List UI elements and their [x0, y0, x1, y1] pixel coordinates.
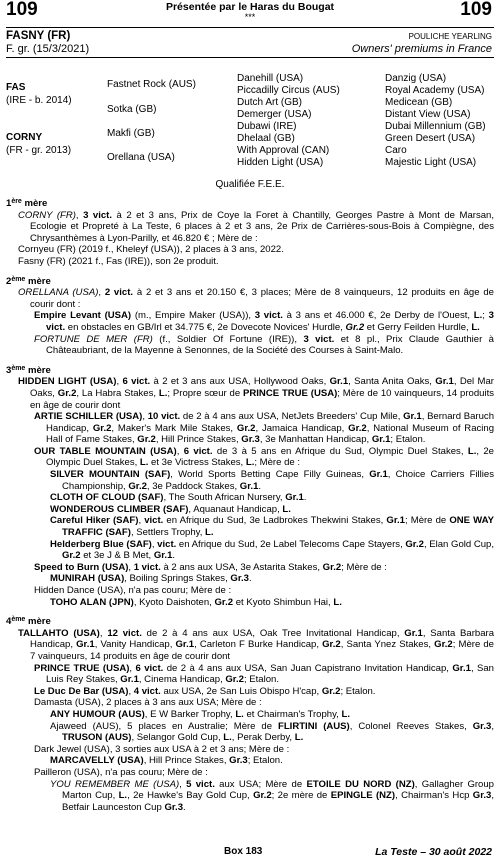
presenter-line: Présentée par le Haras du Bougat — [165, 1, 335, 13]
owners-premiums: Owners' premiums in France — [351, 43, 492, 55]
pedigree-gen4: Royal Academy (USA) — [385, 85, 485, 96]
produce-entry: PRINCE TRUE (USA), 6 vict. de 2 à 4 ans aux USA, San Juan Capistrano Invitation Handicap, Gr.1, San Luis Rey Stakes, Gr.1, Cinema Handicap, Gr.2; Etalon. — [34, 662, 494, 686]
first-dam-produce: Fasny (FR) (2021 f., Fas (IRE)), son 2e produit. — [18, 255, 219, 267]
pedigree-gen3: Danehill (USA) — [237, 73, 304, 84]
pedigree-gen4: Green Desert (USA) — [385, 133, 476, 144]
horse-details: F. gr. (15/3/2021) — [6, 43, 90, 55]
produce-entry: TOHO ALAN (JPN), Kyoto Daishoten, Gr.2 et Kyoto Shimbun Hai, L. — [50, 596, 342, 608]
pedigree-gen4: Majestic Light (USA) — [385, 157, 477, 168]
page-footer — [6, 846, 494, 858]
pedigree-gen4: Caro — [385, 145, 407, 156]
produce-entry: CLOTH OF CLOUD (SAF), The South African Nursery, Gr.1. — [50, 492, 307, 504]
produce-entry: YOU REMEMBER ME (USA), 5 vict. aux USA; Mère de ETOILE DU NORD (NZ), Gallagher Group Marton Cup, L., 2e Hawke's Bay Gold Cup, Gr.2; 2e mère de EPINGLE (NZ), Chairman's Hcp Gr.3, Betfair Launceston Cup Gr.3. — [50, 778, 494, 813]
pedigree-gen3: Hidden Light (USA) — [237, 157, 324, 168]
maternal-line — [6, 193, 494, 813]
sale-location-date: La Teste – 30 août 2022 — [375, 846, 492, 858]
produce-entry: Careful Hiker (SAF), vict. en Afrique du Sud, 3e Ladbrokes Thekwini Stakes, Gr.1; Mère de ONE WAY TRAFFIC (SAF), Settlers Trophy, L. — [50, 515, 494, 539]
produce-entry: Dark Jewel (USA), 3 sorties aux USA à 2 et 3 ans; Mère de : — [34, 743, 290, 755]
produce-entry: ANY HUMOUR (AUS), E W Barker Trophy, L. et Chairman's Trophy, L. — [50, 708, 350, 720]
produce-entry: Le Duc De Bar (USA), 4 vict. aux USA, 2e San Luis Obispo H'cap, Gr.2; Etalon. — [34, 685, 376, 697]
pedigree-gen3: Dutch Art (GB) — [237, 97, 303, 108]
horse-name: FASNY (FR) — [6, 30, 71, 42]
sire-name: FAS — [6, 82, 26, 93]
pedigree-gen3: Demerger (USA) — [237, 109, 312, 120]
produce-entry: WONDEROUS CLIMBER (SAF), Aquanaut Handicap, L. — [50, 503, 291, 515]
generation-heading: 1ère mère — [6, 198, 48, 209]
first-dam-produce: Cornyeu (FR) (2019 f., Kheleyf (USA)), 2 places à 3 ans, 2022. — [18, 244, 284, 256]
title-rule — [6, 57, 494, 58]
page-header — [0, 0, 500, 28]
third-dam-paragraph: HIDDEN LIGHT (USA), 6 vict. à 2 et 3 ans aux USA, Hollywood Oaks, Gr.1, Santa Anita Oaks, Gr.1, Del Mar Oaks, Gr.2, La Habra Stakes, L.; Propre sœur de PRINCE TRUE (USA); Mère de 10 vainqueurs, 14 produits en âge de courir dont — [18, 376, 494, 411]
produce-entry: ARTIE SCHILLER (USA), 10 vict. de 2 à 4 ans aux USA, NetJets Breeders' Cup Mile, Gr.1, Bernard Baruch Handicap, Gr.2, Maker's Mark Mile Stakes, Gr.2, Jamaica Handicap, Gr.2, National Museum of Racing Hall of Fame Stakes, Gr.2, Hill Prince Stakes, Gr.3, 3e Manhattan Handicap, Gr.1; Etalon. — [34, 411, 495, 446]
stars: *** — [244, 12, 256, 22]
dam-name: CORNY — [6, 132, 43, 143]
produce-entry: MUNIRAH (USA), Boiling Springs Stakes, Gr.3. — [50, 573, 252, 585]
dam-details: (FR - gr. 2013) — [6, 145, 72, 156]
second-dam-paragraph: ORELLANA (USA), 2 vict. à 2 et 3 ans et 20.150 €, 3 places; Mère de 8 vainqueurs, 12 produits en âge de courir dont : — [18, 287, 494, 310]
produce-entry: Hidden Dance (USA), n'a pas couru; Mère de : — [34, 585, 232, 596]
produce-entry: Empire Levant (USA) (m., Empire Maker (USA)), 3 vict. à 3 ans et 46.000 €, 2e Derby de l'Ouest, L.; 3 vict. en obstacles en GB/Irl et 34.775 €, 2e Dovecote Novices' Hurdle, Gr.2 et Gerry Feilden Hurdle, L. — [34, 310, 494, 333]
pedigree-gen2: Makfi (GB) — [107, 128, 155, 139]
produce-entry: MARCAVELLY (USA), Hill Prince Stakes, Gr.3; Etalon. — [50, 755, 283, 767]
produce-entry: Helderberg Blue (SAF), vict. en Afrique du Sud, 2e Label Telecoms Cape Stayers, Gr.2, Elan Gold Cup, Gr.2 et 3e J & B Met, Gr.1. — [50, 538, 495, 562]
pedigree-gen3: With Approval (CAN) — [237, 145, 330, 156]
generation-heading: 2ème mère — [6, 275, 51, 287]
pedigree-gen4: Danzig (USA) — [385, 73, 447, 84]
produce-entry: Speed to Burn (USA), 1 vict. à 2 ans aux USA, 3e Astarita Stakes, Gr.2; Mère de : — [34, 561, 387, 573]
first-dam-paragraph: CORNY (FR), 3 vict. à 2 et 3 ans, Prix de Coye la Foret à Chantilly, Georges Pastre à Mont de Marsan, Ecologie et Propreté à La Teste, 6 places à 2 et 3 ans, 2e Prix de Carrières-sous-Bois à Compiègne, des Chrysanthèmes à Lyon-Parilly, et 46.820 € ; Mère de : — [18, 209, 494, 244]
pedigree-gen4: Distant View (USA) — [385, 109, 471, 120]
pedigree-gen2: Orellana (USA) — [107, 152, 175, 163]
produce-entry: Damasta (USA), 2 places à 3 ans aux USA; Mère de : — [34, 697, 262, 709]
pedigree-gen3: Dubawi (IRE) — [237, 121, 297, 132]
pedigree-gen3: Piccadilly Circus (AUS) — [237, 85, 340, 96]
produce-entry: OUR TABLE MOUNTAIN (USA), 6 vict. de 3 à 5 ans en Afrique du Sud, Olympic Duel Stakes, L., 2e Olympic Duel Stakes, L. et 3e Victress Stakes, L.; Mère de : — [34, 445, 494, 469]
produce-entry: Pailleron (USA), n'a pas couru; Mère de : — [34, 766, 208, 778]
box-number: Box 183 — [224, 846, 263, 857]
lot-number-left: 109 — [6, 0, 38, 20]
pedigree-gen4: Dubai Millennium (GB) — [385, 121, 486, 132]
pedigree-gen4: Medicean (GB) — [385, 97, 453, 108]
qualification: Qualifiée F.E.E. — [215, 179, 285, 190]
generation-heading: 3ème mère — [6, 364, 51, 376]
produce-entry: SILVER MOUNTAIN (SAF), World Sports Betting Cape Filly Guineas, Gr.1, Choice Carriers Fillies Championship, Gr.2, 3e Paddock Stakes, Gr.1. — [50, 469, 494, 492]
produce-entry: FORTUNE DE MER (FR) (f., Soldier Of Fortune (IRE)), 3 vict. et 8 pl., Prix Claude Gauthier à Châteaubriant, de la Mayenne à Senonnes, de la Société des Courses à Saint-Malo. — [34, 333, 494, 357]
horse-category: POULICHE YEARLING — [408, 32, 492, 41]
fourth-dam-paragraph: TALLAHTO (USA), 12 vict. de 2 à 4 ans aux USA, Oak Tree Invitational Handicap, Gr.1, Santa Barbara Handicap, Gr.1, Vanity Handicap, Gr.1, Carleton F Burke Handicap, Gr.2, Santa Ynez Stakes, Gr.2; Mère de 7 vainqueurs, 14 produits en âge de courir dont — [18, 627, 495, 662]
pedigree-gen2: Sotka (GB) — [107, 104, 157, 115]
sire-details: (IRE - b. 2014) — [6, 95, 72, 106]
pedigree-gen2: Fastnet Rock (AUS) — [107, 79, 196, 90]
header-rule — [6, 27, 494, 28]
lot-number-right: 109 — [460, 0, 492, 20]
produce-entry: Ajaweed (AUS), 5 places en Australie; Mère de FLIRTINI (AUS), Colonel Reeves Stakes, Gr.3, TRUSON (AUS), Selangor Gold Cup, L., Perak Derby, L. — [50, 720, 494, 744]
pedigree-gen3: Dhelaal (GB) — [237, 133, 295, 144]
generation-heading: 4ème mère — [6, 616, 51, 628]
